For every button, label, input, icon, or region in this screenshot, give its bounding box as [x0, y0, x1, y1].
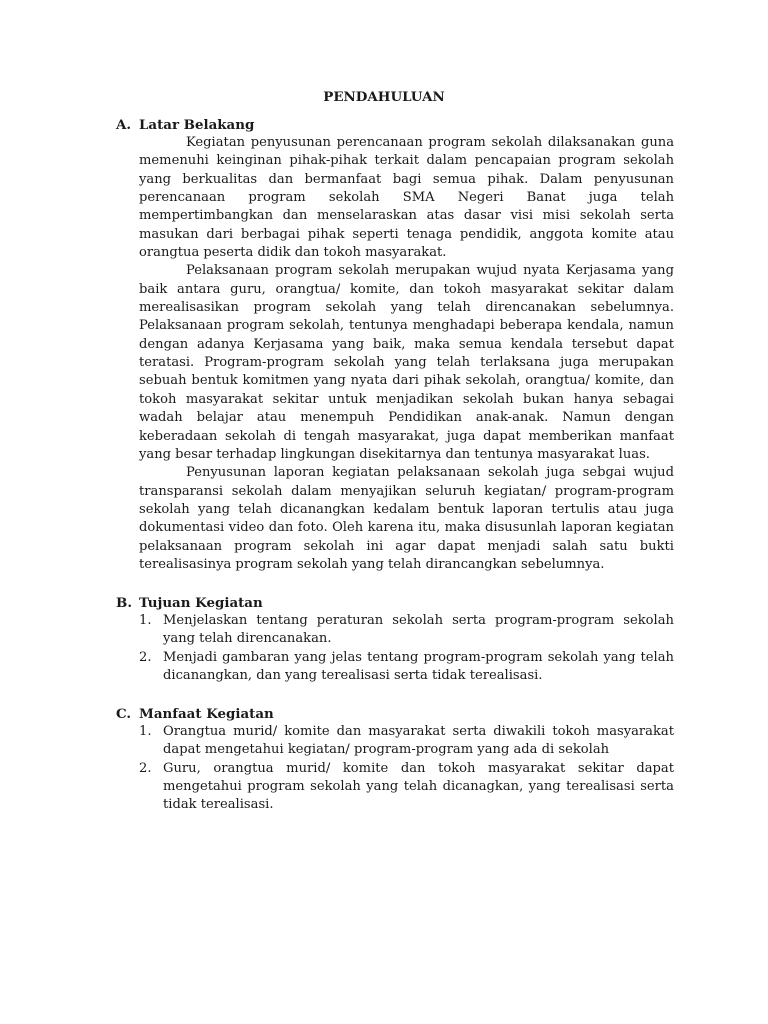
section-title: Tujuan Kegiatan	[139, 595, 263, 611]
section-a-heading	[116, 116, 254, 134]
section-letter: C.	[116, 706, 132, 722]
section-b-list	[139, 612, 674, 685]
list-item	[139, 760, 674, 815]
section-title: Latar Belakang	[139, 117, 255, 133]
list-item	[139, 649, 674, 686]
list-text: Menjadi gambaran yang jelas tentang program-program sekolah yang telah dicanangkan, dan yang terealisasi serta tidak terealisasi.	[163, 649, 674, 684]
list-number: 1.	[139, 724, 152, 739]
list-text: Orangtua murid/ komite dan masyarakat serta diwakili tokoh masyarakat dapat mengetahui kegiatan/ program-program yang ada di sekolah	[163, 724, 674, 758]
paragraph: Kegiatan penyusunan perencanaan program sekolah dilaksanakan guna memenuhi keinginan pihak-pihak terkait dalam pencapaian program sekolah yang berkualitas dan bermanfaat bagi semua pihak. Dalam penyusunan perencanaan program sekolah SMA Negeri Banat juga telah mempertimbangkan dan menselaraskan atas dasar visi misi sekolah serta masukan dari berbagai pihak seperti tenaga pendidik, anggota komite atau orangtua peserta didik dan tokoh masyarakat.	[139, 135, 674, 261]
list-text: Guru, orangtua murid/ komite dan tokoh masyarakat sekitar dapat mengetahui program sekolah yang telah dicanagkan, yang terealisasi serta tidak terealisasi.	[163, 760, 674, 813]
section-letter: A.	[116, 117, 132, 133]
list-number: 1.	[139, 613, 152, 628]
section-b-heading	[116, 594, 263, 612]
list-number: 2.	[139, 649, 152, 665]
page-title: PENDAHULUAN	[323, 89, 445, 105]
list-text: Menjelaskan tentang peraturan sekolah serta program-program sekolah yang telah direncanakan.	[163, 613, 674, 647]
section-c-heading	[116, 705, 274, 723]
paragraph: Pelaksanaan program sekolah merupakan wujud nyata Kerjasama yang baik antara guru, orangtua/ komite, dan tokoh masyarakat sekitar dalam merealisasikan program sekolah yang telah direncanakan sebelumnya. Pelaksanaan program sekolah, tentunya menghadapi beberapa kendala, namun dengan adanya Kerjasama yang baik, maka semua kendala tersebut dapat teratasi. Program-program sekolah yang telah terlaksana juga merupakan sebuah bentuk komitmen yang nyata dari pihak sekolah, orangtua/ komite, dan tokoh masyarakat sekitar untuk menjadikan sekolah bukan hanya sebagai wadah belajar atau menempuh Pendidikan anak-anak. Namun dengan keberadaan sekolah di tengah masyarakat, juga dapat memberikan manfaat yang besar terhadap lingkungan disekitarnya dan tentunya masyarakat luas.	[139, 263, 674, 462]
section-c-list	[139, 723, 674, 815]
paragraph: Penyusunan laporan kegiatan pelaksanaan sekolah juga sebgai wujud transparansi sekolah dalam menyajikan seluruh kegiatan/ program-program sekolah yang telah dicanangkan kedalam bentuk laporan tertulis atau juga dokumentasi video dan foto. Oleh karena itu, maka disusunlah laporan kegiatan pelaksanaan program sekolah ini agar dapat menjadi salah satu bukti terealisasinya program sekolah yang telah dirancangkan sebelumnya.	[139, 465, 674, 572]
section-letter: B.	[116, 595, 132, 611]
section-a-body	[139, 134, 674, 574]
section-title: Manfaat Kegiatan	[139, 706, 274, 722]
list-item	[139, 612, 674, 649]
list-number: 2.	[139, 760, 152, 776]
list-item	[139, 723, 674, 760]
